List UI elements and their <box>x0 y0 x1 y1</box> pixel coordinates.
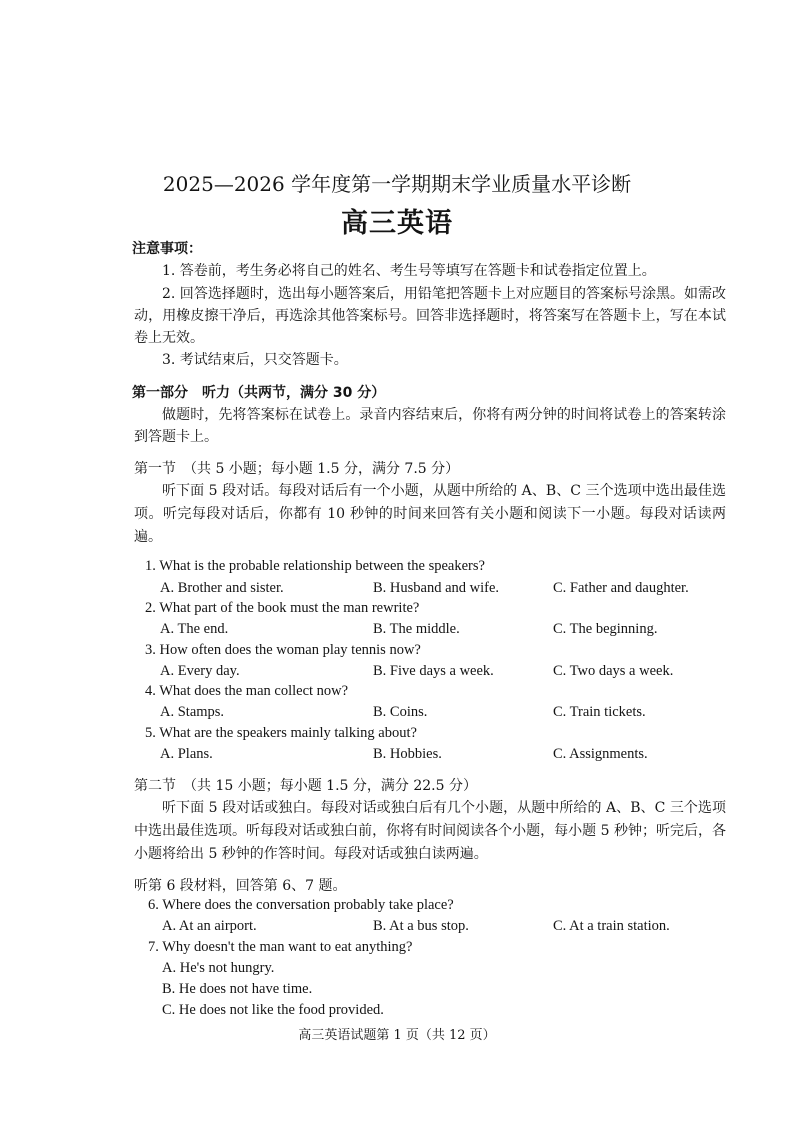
option-a: A. Every day. <box>160 663 240 679</box>
question-stem: 5. What are the speakers mainly talking about? <box>145 725 417 741</box>
option-c: C. Father and daughter. <box>553 580 689 596</box>
option-b: B. Hobbies. <box>373 746 442 762</box>
part1-heading: 第一部分 听力（共两节，满分 30 分） <box>132 385 386 401</box>
question-stem: 4. What does the man collect now? <box>145 683 349 699</box>
option-c: C. Assignments. <box>553 746 648 762</box>
option-c: C. Train tickets. <box>553 704 646 720</box>
option-b: B. Coins. <box>373 704 428 720</box>
question-stem: 2. What part of the book must the man rewrite? <box>145 600 420 616</box>
exam-title: 2025—2026 学年度第一学期期末学业质量水平诊断 <box>162 172 632 196</box>
section1-heading: 第一节 （共 5 小题；每小题 1.5 分，满分 7.5 分） <box>134 461 460 477</box>
option-a: A. Brother and sister. <box>160 580 284 596</box>
subject-title: 高三英语 <box>341 208 453 239</box>
option-c: C. At a train station. <box>553 918 670 934</box>
option-c: C. The beginning. <box>553 621 658 637</box>
option-b: B. The middle. <box>373 621 460 637</box>
option-a: A. He's not hungry. <box>162 960 275 976</box>
notice-heading: 注意事项： <box>132 241 202 257</box>
question-stem: 3. How often does the woman play tennis now? <box>145 642 421 658</box>
option-b: B. Husband and wife. <box>373 580 500 596</box>
material6-heading: 听第 6 段材料，回答第 6、7 题。 <box>134 878 347 894</box>
notice-item-3: 3. 考试结束后，只交答题卡。 <box>162 352 348 368</box>
option-c: C. He does not like the food provided. <box>162 1002 384 1018</box>
option-b: B. He does not have time. <box>162 981 313 997</box>
section2-instruction: 听下面 5 段对话或独白。每段对话或独白后有几个小题，从题中所给的 A、B、C 三个选项中选出最佳选项。听每段对话或独白前，你将有时间阅读各个小题，每小题 5 秒钟；听完后，各小题将给出 5 秒钟的作答时间。每段对话或独白读两遍。 <box>134 800 726 862</box>
part1-instruction: 做题时，先将答案标在试卷上。录音内容结束后，你将有两分钟的时间将试卷上的答案转涂到答题卡上。 <box>134 407 726 445</box>
option-a: A. Stamps. <box>160 704 225 720</box>
option-a: A. At an airport. <box>162 918 257 934</box>
section1-instruction: 听下面 5 段对话。每段对话后有一个小题，从题中所给的 A、B、C 三个选项中选出最佳选项。听完每段对话后，你都有 10 秒钟的时间来回答有关小题和阅读下一小题。每段对话读两遍。 <box>134 483 726 545</box>
question-stem: 7. Why doesn't the man want to eat anything? <box>148 939 413 955</box>
page-footer: 高三英语试题第 1 页（共 12 页） <box>298 1028 496 1043</box>
option-c: C. Two days a week. <box>553 663 674 679</box>
option-a: A. Plans. <box>160 746 213 762</box>
notice-item-2: 2. 回答选择题时，选出每小题答案后，用铅笔把答题卡上对应题目的答案标号涂黑。如需改动，用橡皮擦干净后，再选涂其他答案标号。回答非选择题时，将答案写在答题卡上，写在本试卷上无效。 <box>134 286 726 346</box>
notice-item-1: 1. 答卷前，考生务必将自己的姓名、考生号等填写在答题卡和试卷指定位置上。 <box>162 263 656 279</box>
section2-heading: 第二节 （共 15 小题；每小题 1.5 分，满分 22.5 分） <box>134 778 477 794</box>
option-b: B. Five days a week. <box>373 663 494 679</box>
option-b: B. At a bus stop. <box>373 918 469 934</box>
option-a: A. The end. <box>160 621 229 637</box>
question-stem: 6. Where does the conversation probably take place? <box>148 897 454 913</box>
question-stem: 1. What is the probable relationship between the speakers? <box>145 558 485 574</box>
